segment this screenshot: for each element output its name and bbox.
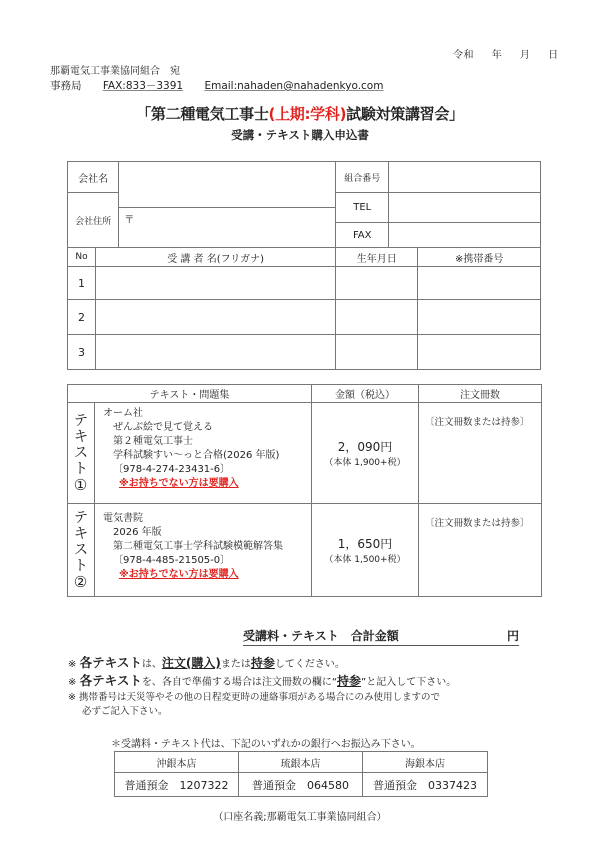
mobile-field[interactable] [418, 300, 541, 335]
bank-name: 琉銀本店 [239, 752, 363, 773]
price-detail: （本体 1,900+税） [324, 458, 406, 468]
price: 1，650円 [337, 537, 393, 551]
note-mark: ※ [68, 677, 77, 688]
col-price: 金額（税込） [312, 385, 419, 403]
col-mobile: ※携帯番号 [418, 248, 541, 267]
col-no: No [68, 248, 96, 267]
table-row [68, 335, 541, 370]
book-line: ぜんぶ絵で見て覚える [113, 422, 213, 433]
isbn: 〔978-4-274-23431-6〕 [113, 464, 231, 475]
birthdate-field[interactable] [336, 335, 418, 370]
note-text: を、各自で準備する場合は注文冊数の欄に“ [141, 677, 338, 688]
postal-mark: 〒 [124, 215, 135, 226]
bank-name: 沖銀本店 [115, 752, 239, 773]
purchase-note: ※お持ちでない方は要購入 [119, 569, 239, 580]
row-no: 1 [68, 267, 96, 300]
note-text: ”と記入して下さい。 [361, 677, 457, 688]
book-line: 学科試験すい～っと合格(2026 年版) [113, 450, 280, 461]
office-contact [50, 78, 383, 93]
tel-field[interactable] [389, 193, 541, 223]
note-2 [68, 673, 456, 691]
union-no-field[interactable] [389, 162, 541, 193]
row-no: 3 [68, 335, 96, 370]
account-holder: （口座名義;那覇電気工事業協同組合） [213, 812, 387, 823]
note-emph: 各テキスト [79, 673, 142, 688]
col-order-qty: 注文冊数 [419, 385, 542, 403]
note-text: は、 [141, 659, 162, 670]
total-label: 受講料・テキスト 合計金額 [243, 629, 399, 643]
note-emph: 注文(購入) [161, 656, 221, 670]
text-order-table [67, 384, 542, 597]
book-line: 2026 年版 [113, 527, 162, 538]
note-text: 必ずご記入下さい。 [82, 706, 168, 717]
mobile-field[interactable] [418, 267, 541, 300]
publisher: オーム社 [103, 408, 143, 419]
text-row [68, 403, 542, 504]
title-pre: 「第二種電気工事士 [136, 105, 269, 123]
fax-label: FAX [336, 223, 389, 248]
total-amount-field[interactable] [243, 627, 519, 646]
note-text: または [220, 659, 251, 670]
book-line: 第２種電気工事士 [113, 436, 193, 447]
note-1 [68, 655, 456, 673]
note-emph: 持参 [250, 656, 275, 670]
note-emph: 各テキスト [79, 655, 142, 670]
col-attendee-name: 受 講 者 名(フリガナ) [96, 248, 336, 267]
date-era: 令和 [453, 50, 474, 61]
note-mark: ※ [68, 659, 77, 670]
attendee-name-field[interactable] [96, 267, 336, 300]
notes [68, 655, 456, 719]
date-year: 年 [491, 50, 503, 61]
note-text: 携帯番号は天災等やその他の日程変更時の連絡事項がある場合にのみ使用しますので [79, 692, 441, 703]
bank-account: 普通預金 1207322 [115, 773, 239, 797]
mobile-field[interactable] [418, 335, 541, 370]
row-no: 2 [68, 300, 96, 335]
note-text: してください。 [274, 659, 345, 670]
note-3 [68, 691, 456, 719]
publisher: 電気書院 [103, 513, 143, 524]
company-name-label: 会社名 [68, 162, 119, 193]
title-post: 試験対策講習会」 [346, 105, 464, 123]
tel-label: TEL [336, 193, 389, 223]
total-unit: 円 [506, 629, 519, 643]
attendee-name-field[interactable] [96, 300, 336, 335]
page-title [0, 103, 600, 124]
table-row [68, 300, 541, 335]
price: 2，090円 [337, 440, 393, 454]
company-name-field[interactable] [119, 162, 336, 208]
applicant-table [67, 161, 541, 370]
email-link[interactable]: Email:nahaden@nahadenkyo.com [204, 80, 384, 92]
col-birthdate: 生年月日 [336, 248, 418, 267]
isbn: 〔978-4-485-21505-0〕 [113, 555, 231, 566]
birthdate-field[interactable] [336, 267, 418, 300]
bank-account: 普通預金 064580 [239, 773, 363, 797]
bank-transfer-note: ＊受講料・テキスト代は、下記のいずれかの銀行へお振込み下さい。 [111, 739, 421, 750]
page-subtitle: 受講・テキスト購入申込書 [231, 128, 369, 142]
purchase-note: ※お持ちでない方は要購入 [119, 478, 239, 489]
bank-account: 普通預金 0337423 [363, 773, 488, 797]
company-address-label: 会社住所 [68, 193, 119, 248]
fax-field[interactable] [389, 223, 541, 248]
birthdate-field[interactable] [336, 300, 418, 335]
note-mark: ※ [68, 692, 76, 703]
fax-number: FAX:833－3391 [102, 80, 184, 92]
bank-table [114, 751, 488, 797]
date-day: 日 [548, 50, 559, 61]
attendee-name-field[interactable] [96, 335, 336, 370]
price-detail: （本体 1,500+税） [324, 555, 406, 565]
table-row [68, 267, 541, 300]
office-label: 事務局 [50, 80, 82, 92]
text-label: テキスト① [71, 411, 90, 495]
text-label: テキスト② [71, 508, 90, 592]
company-address-field[interactable] [119, 208, 336, 248]
note-emph: 持参 [337, 674, 362, 688]
book-line: 第二種電気工事士学科試験模範解答集 [113, 541, 283, 552]
bank-name: 海銀本店 [363, 752, 488, 773]
col-text: テキスト・問題集 [68, 385, 312, 403]
date-line [453, 46, 573, 61]
union-no-label: 組合番号 [336, 162, 389, 193]
title-term: (上期:学科) [268, 105, 347, 123]
text-row [68, 504, 542, 597]
order-qty-field[interactable]: 〔注文冊数または持参〕 [419, 403, 542, 504]
date-month: 月 [519, 50, 531, 61]
order-qty-field[interactable]: 〔注文冊数または持参〕 [419, 504, 542, 597]
recipient: 那覇電気工事業協同組合 宛 [50, 66, 180, 77]
